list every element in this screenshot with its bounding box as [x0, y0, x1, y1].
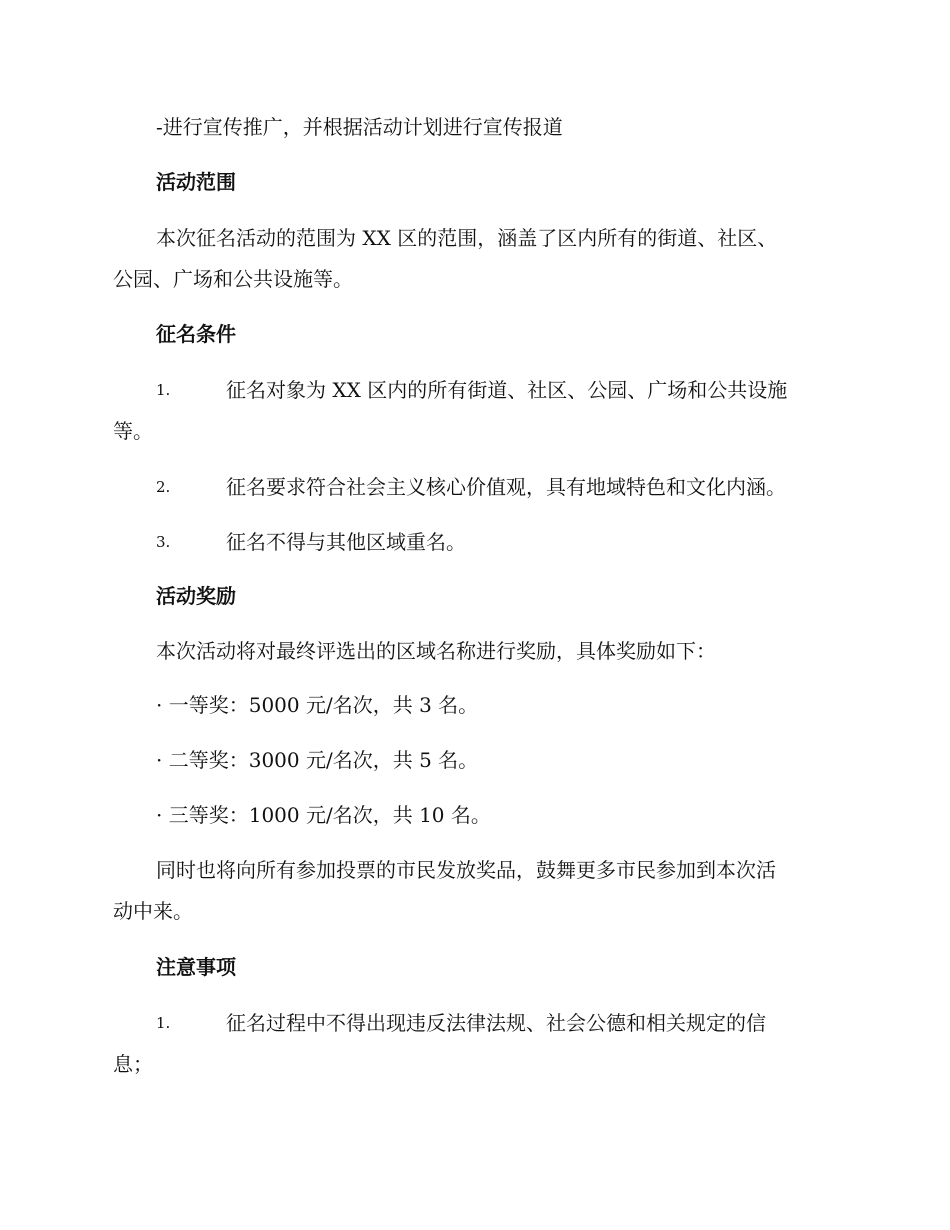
condition-1-text-line2: 等。: [113, 419, 153, 443]
reward-second-prize: · 二等奖：3000 元/名次，共 5 名。: [156, 748, 479, 772]
scope-paragraph-line2: 公园、广场和公共设施等。: [113, 267, 353, 291]
condition-3-text: 征名不得与其他区域重名。: [226, 530, 466, 554]
note-1-text-line1: 征名过程中不得出现违反法律法规、社会公德和相关规定的信: [226, 1011, 766, 1035]
heading-naming-conditions: 征名条件: [156, 322, 236, 346]
rewards-intro: 本次活动将对最终评选出的区域名称进行奖励，具体奖励如下：: [156, 639, 716, 663]
condition-2-number: 2.: [156, 478, 171, 496]
rewards-closing-line2: 动中来。: [113, 899, 193, 923]
rewards-closing-line1: 同时也将向所有参加投票的市民发放奖品，鼓舞更多市民参加到本次活: [156, 858, 776, 882]
heading-notes: 注意事项: [156, 955, 236, 979]
reward-third-prize: · 三等奖：1000 元/名次，共 10 名。: [156, 803, 491, 827]
scope-paragraph-line1: 本次征名活动的范围为 XX 区的范围，涵盖了区内所有的街道、社区、: [156, 226, 778, 250]
reward-first-prize: · 一等奖：5000 元/名次，共 3 名。: [156, 693, 479, 717]
heading-activity-rewards: 活动奖励: [156, 584, 236, 608]
condition-1-number: 1.: [156, 381, 171, 399]
condition-2-text: 征名要求符合社会主义核心价值观，具有地域特色和文化内涵。: [226, 475, 786, 499]
note-1-number: 1.: [156, 1014, 171, 1032]
note-1-text-line2: 息；: [113, 1052, 153, 1076]
condition-3-number: 3.: [156, 533, 171, 551]
heading-activity-scope: 活动范围: [156, 170, 236, 194]
condition-1-text-line1: 征名对象为 XX 区内的所有街道、社区、公园、广场和公共设施: [226, 378, 788, 402]
intro-line: -进行宣传推广，并根据活动计划进行宣传报道: [156, 115, 563, 139]
